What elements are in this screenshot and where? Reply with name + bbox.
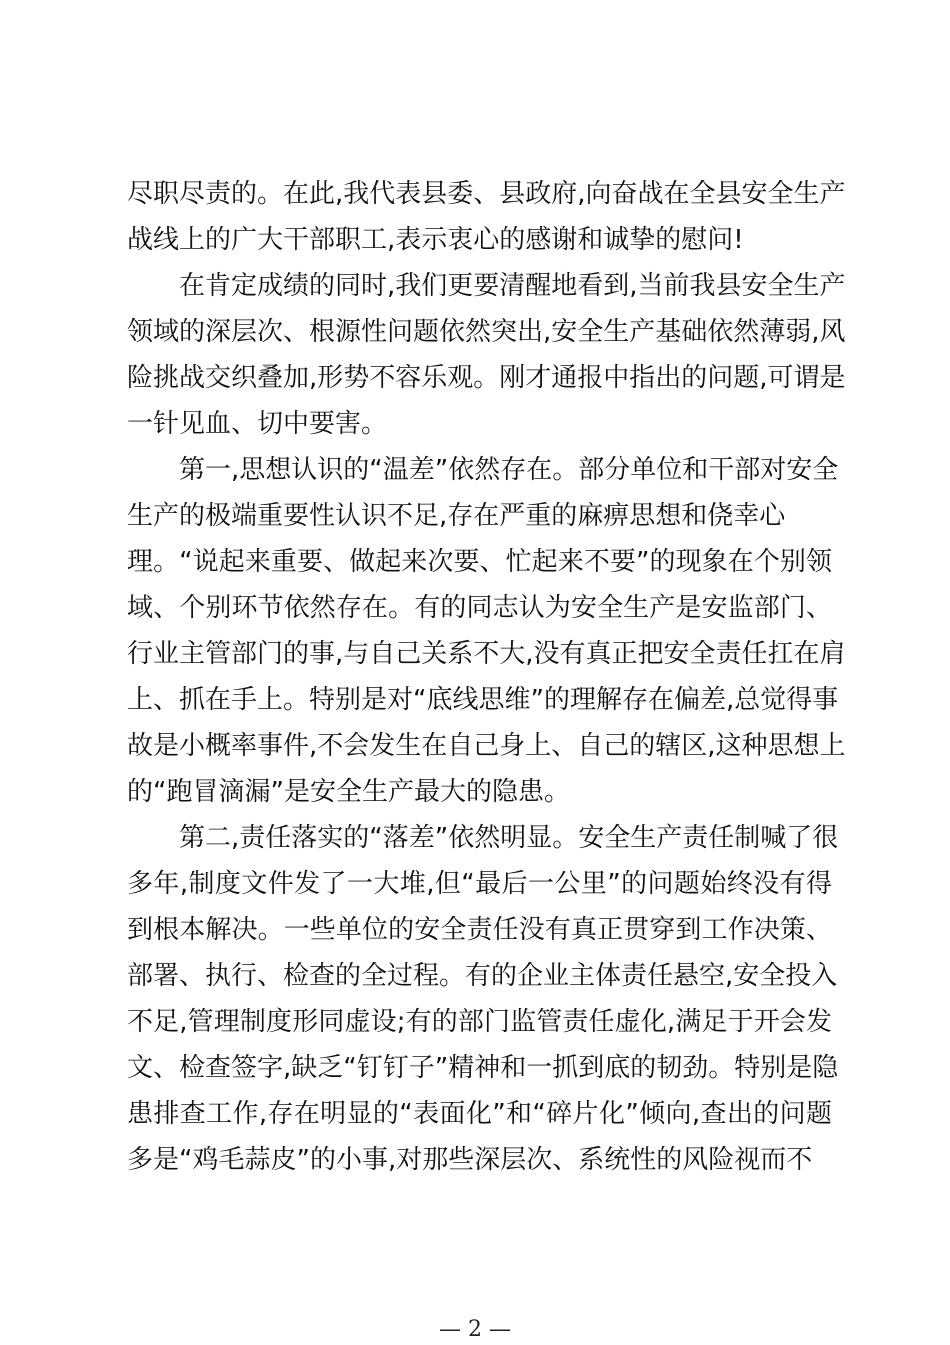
text-line: 一针见血、切中要害。 [127,409,388,439]
text-line: 上、抓在手上。特别是对“底线思维”的理解存在偏差,总觉得事 [127,685,839,715]
text-line: 在肯定成绩的同时,我们更要清醒地看到,当前我县安全生产 [179,271,846,301]
text-line: 域、个别环节依然存在。有的同志认为安全生产是安监部门、 [127,593,832,623]
text-line: 到根本解决。一些单位的安全责任没有真正贯穿到工作决策、 [127,915,832,945]
text-line: 的“跑冒滴漏”是安全生产最大的隐患。 [127,777,570,807]
text-line: 多是“鸡毛蒜皮”的小事,对那些深层次、系统性的风险视而不 [127,1145,813,1175]
text-line: 战线上的广大干部职工,表示衷心的感谢和诚挚的慰问! [127,225,744,255]
text-line: 文、检查签字,缺乏“钉钉子”精神和一抓到底的韧劲。特别是隐 [127,1053,839,1083]
text-line: 部署、执行、检查的全过程。有的企业主体责任悬空,安全投入 [127,961,838,991]
text-line: 第二,责任落实的“落差”依然明显。安全生产责任制喊了很 [179,823,839,853]
text-line: 行业主管部门的事,与自己关系不大,没有真正把安全责任扛在肩 [127,639,846,669]
text-line: 多年,制度文件发了一大堆,但“最后一公里”的问题始终没有得 [127,869,832,899]
text-line: 险挑战交织叠加,形势不容乐观。刚才通报中指出的问题,可谓是 [127,363,846,393]
text-line: 领域的深层次、根源性问题依然突出,安全生产基础依然薄弱,风 [127,317,846,347]
text-line: 第一,思想认识的“温差”依然存在。部分单位和干部对安全 [179,455,839,485]
text-line: 生产的极端重要性认识不足,存在严重的麻痹思想和侥幸心 [127,501,786,531]
text-line: 不足,管理制度形同虚设;有的部门监管责任虚化,满足于开会发 [127,1007,832,1037]
body-text [127,171,846,1183]
text-line: 故是小概率事件,不会发生在自己身上、自己的辖区,这种思想上 [127,731,846,761]
text-line: 尽职尽责的。在此,我代表县委、县政府,向奋战在全县安全生产 [127,179,846,209]
page-number: — 2 — [439,1317,511,1342]
text-line: 患排查工作,存在明显的“表面化”和“碎片化”倾向,查出的问题 [127,1099,832,1129]
text-line: 理。“说起来重要、做起来次要、忙起来不要”的现象在个别领 [127,547,832,577]
